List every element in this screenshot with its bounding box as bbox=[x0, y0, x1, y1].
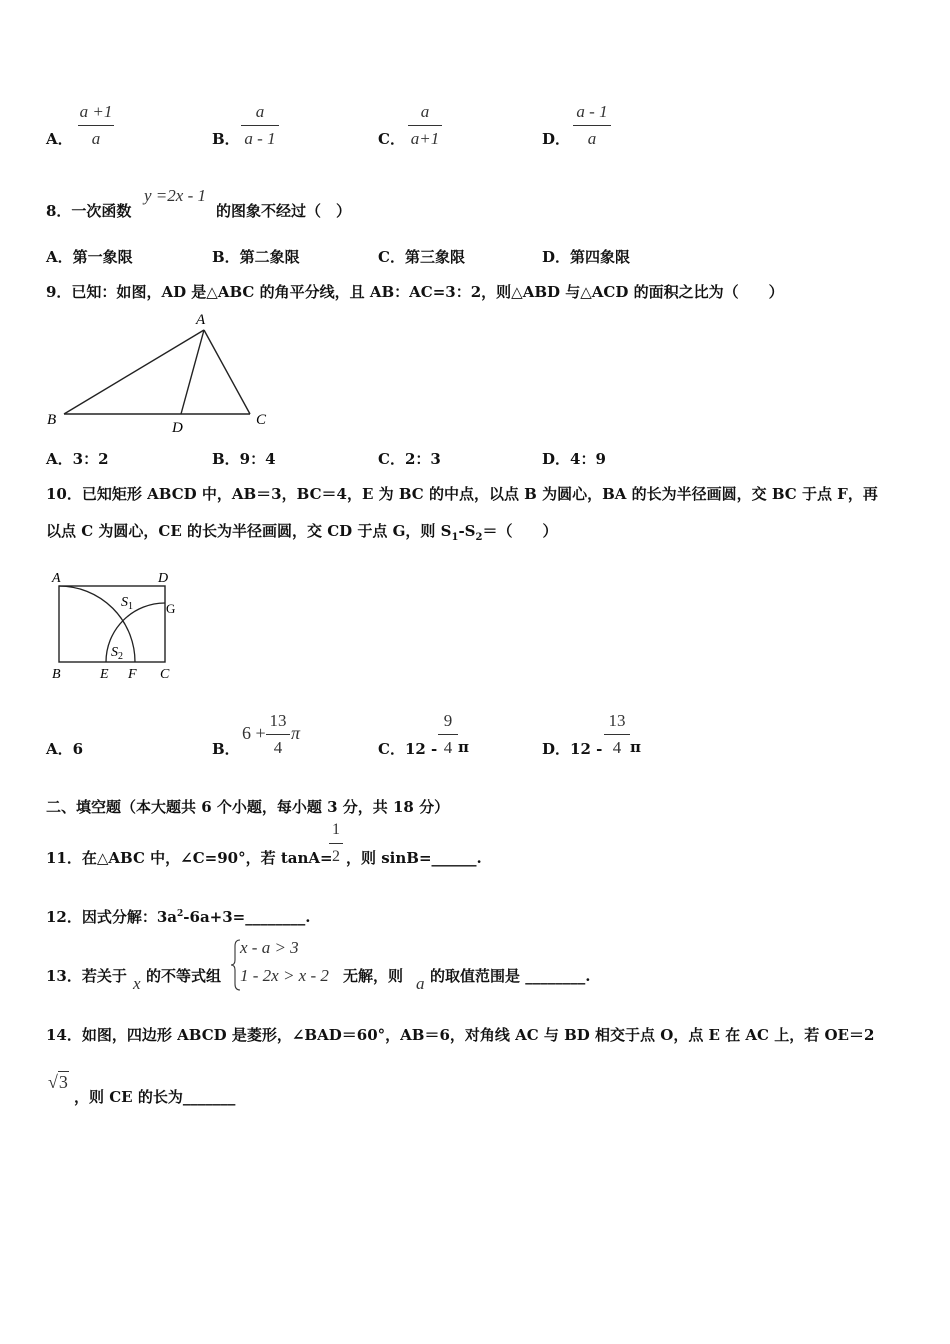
q11-text-pre: 11．在△ABC 中，∠C=90°，若 tanA= bbox=[46, 849, 333, 867]
q7-option-a-fraction: a +1 a bbox=[79, 102, 113, 148]
q14-answer-blank[interactable]: _______ bbox=[182, 1088, 236, 1106]
q11-fraction: 1 2 bbox=[329, 820, 343, 867]
q13-text-mid: 的不等式组 bbox=[146, 967, 222, 985]
q9-triangle-figure bbox=[44, 310, 270, 440]
q10-option-b-lead: 6 + bbox=[242, 723, 266, 743]
q14-line-1: 14．如图，四边形 ABCD 是菱形，∠BAD＝60°，AB＝6，对角线 AC 与 BD 相交于点 O，点 E 在 AC 上，若 OE＝2 bbox=[46, 1026, 875, 1044]
q10-label-f: F bbox=[128, 667, 137, 682]
q10-label-g: G bbox=[166, 601, 176, 616]
q12-answer-blank[interactable]: ________ bbox=[245, 908, 306, 926]
q10-option-d-fraction: 13 4 bbox=[604, 711, 630, 758]
q10-option-d-label: D．12 - bbox=[542, 740, 603, 758]
q13-inequality-2: 1 - 2x > x - 2 bbox=[240, 966, 329, 985]
q10-option-c-label: C．12 - bbox=[378, 740, 438, 758]
q10-option-a: A．6 bbox=[46, 740, 84, 758]
q11-answer-blank[interactable]: ______ bbox=[431, 849, 477, 867]
q8-option-d: D．第四象限 bbox=[542, 248, 631, 266]
q10-label-s2: $S_2$ bbox=[111, 645, 123, 662]
q7-option-c-fraction: a a+1 bbox=[408, 102, 442, 149]
q9-option-a: A．3：2 bbox=[46, 450, 109, 468]
q9-option-c: C．2：3 bbox=[378, 450, 441, 468]
q10-option-c-fraction: 9 4 bbox=[438, 711, 458, 758]
q10-option-d-pi: π bbox=[630, 738, 641, 756]
q8-formula: y =2x - 1 bbox=[144, 186, 206, 205]
q10-label-b: B bbox=[52, 667, 61, 682]
q13-answer-blank[interactable]: ________ bbox=[525, 967, 586, 985]
q14-sqrt: √3 bbox=[48, 1072, 68, 1092]
q10-label-e: E bbox=[100, 667, 109, 682]
q10-label-a: A bbox=[52, 571, 61, 586]
q13-text-post: 的取值范围是 ________. bbox=[430, 967, 591, 985]
q9-option-b: B．9：4 bbox=[212, 450, 276, 468]
q10-option-b-fraction: 13 4 bbox=[266, 711, 290, 758]
q12-text: 12．因式分解：$3a^2-6a+3=\_\_\_\_\_\_\_\_$. bbox=[46, 908, 311, 926]
section-2-heading: 二、填空题（本大题共 6 个小题，每小题 3 分，共 18 分） bbox=[46, 798, 450, 816]
q9-label-d: D bbox=[172, 420, 183, 436]
q7-option-a-label: A． bbox=[46, 130, 73, 148]
q7-option-b-label: B． bbox=[212, 130, 240, 148]
q10-option-b-pi: π bbox=[291, 723, 301, 743]
q13-inequality-1: x - a > 3 bbox=[240, 938, 299, 957]
q7-option-d-label: D． bbox=[542, 130, 571, 148]
q10-line-1: 10．已知矩形 ABCD 中，AB＝3，BC＝4，E 为 BC 的中点，以点 B 为圆心，BA 的长为半径画圆，交 BC 于点 F，再 bbox=[46, 485, 878, 503]
q10-label-c: C bbox=[160, 667, 170, 682]
q7-option-b-fraction: a a - 1 bbox=[241, 102, 279, 149]
q8-prefix: 8．一次函数 bbox=[46, 202, 132, 220]
q9-option-d: D．4：9 bbox=[542, 450, 606, 468]
q9-question-text: 9．已知：如图，AD 是△ABC 的角平分线，且 AB：AC=3：2，则△ABD 与△ACD 的面积之比为（ ） bbox=[46, 283, 784, 301]
q10-label-d: D bbox=[158, 571, 169, 586]
q13-var-x: x bbox=[133, 974, 141, 993]
q14-line-2: ，则 CE 的长为_______ bbox=[74, 1088, 236, 1106]
q8-option-c: C．第三象限 bbox=[378, 248, 465, 266]
q8-option-a: A．第一象限 bbox=[46, 248, 133, 266]
q8-option-b: B．第二象限 bbox=[212, 248, 300, 266]
q11-text-post: ，则 sinB=______. bbox=[346, 849, 482, 867]
q8-suffix: 的图象不经过（ ） bbox=[216, 202, 352, 220]
q10-label-s1: $S_1$ bbox=[121, 595, 133, 612]
q7-option-d-fraction: a - 1 a bbox=[573, 102, 611, 149]
q7-option-c-label: C． bbox=[378, 130, 405, 148]
q10-option-c-pi: π bbox=[458, 738, 469, 756]
q10-rectangle-figure bbox=[44, 566, 184, 686]
q9-label-c: C bbox=[256, 412, 267, 428]
q13-var-a: a bbox=[416, 974, 425, 993]
q13-text-mid2: 无解，则 bbox=[343, 967, 404, 985]
q10-line-2: 以点 C 为圆心，CE 的长为半径画圆，交 CD 于点 G，则 $S_1-S_2=$（ ） bbox=[46, 522, 558, 543]
q9-label-b: B bbox=[47, 412, 57, 428]
q9-label-a: A bbox=[196, 312, 206, 328]
q10-option-b-label: B． bbox=[212, 740, 240, 758]
q13-text-pre: 13．若关于 bbox=[46, 967, 127, 985]
